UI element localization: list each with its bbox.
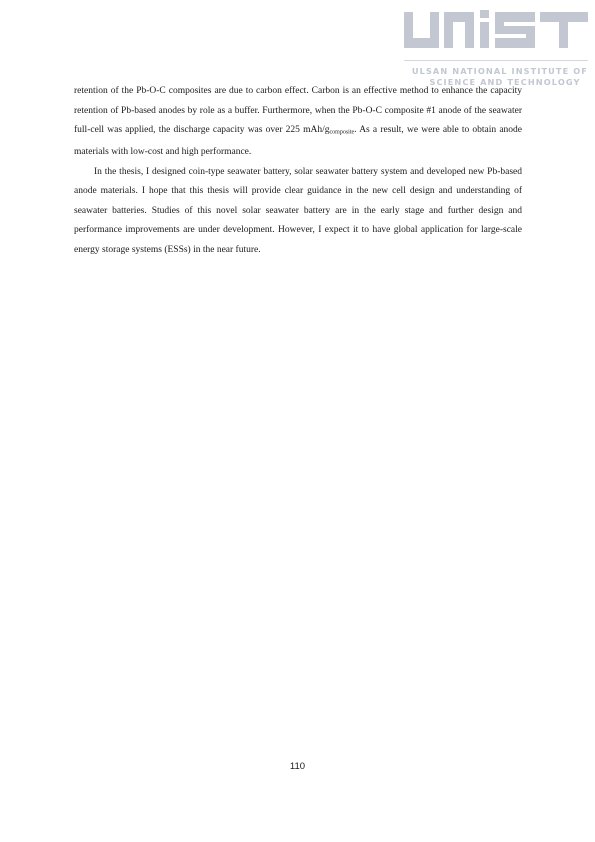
watermark-divider [404,60,588,61]
unist-watermark [404,10,588,87]
paragraph-1-text-end: . As a result, we were able to obtain anode materials with low-cost and high performance. [74,125,522,157]
composite-subscript: composite [329,129,355,136]
unist-logo [404,10,588,50]
institute-name-line1: ULSAN NATIONAL INSTITUTE OF [411,66,588,76]
institute-name-line2: SCIENCE AND TECHNOLOGY [429,77,581,87]
page-number: 110 [289,761,306,772]
paragraph-1-text: retention of the Pb-O-C composites are due to carbon effect. Carbon is an effective method to enhance the capacity retention of Pb-based anodes by role as a buffer. Furthermore, when the Pb-O-C composite #1 anode of the seawater full-cell was applied, the discharge capacity was over 225 mAh/g [74,86,522,135]
paragraph-2: In the thesis, I designed coin-type seawater battery, solar seawater battery system and developed new Pb-based anode materials. I hope that this thesis will provide clear guidance in the new cell design and understanding of seawater batteries. Studies of this novel solar seawater battery are in the early stage and further design and performance improvements are under development. However, I expect it to have global application for large-scale energy storage systems (ESSs) in the near future. [74,166,522,255]
paragraph-1 [74,82,522,163]
body-text [74,82,522,260]
